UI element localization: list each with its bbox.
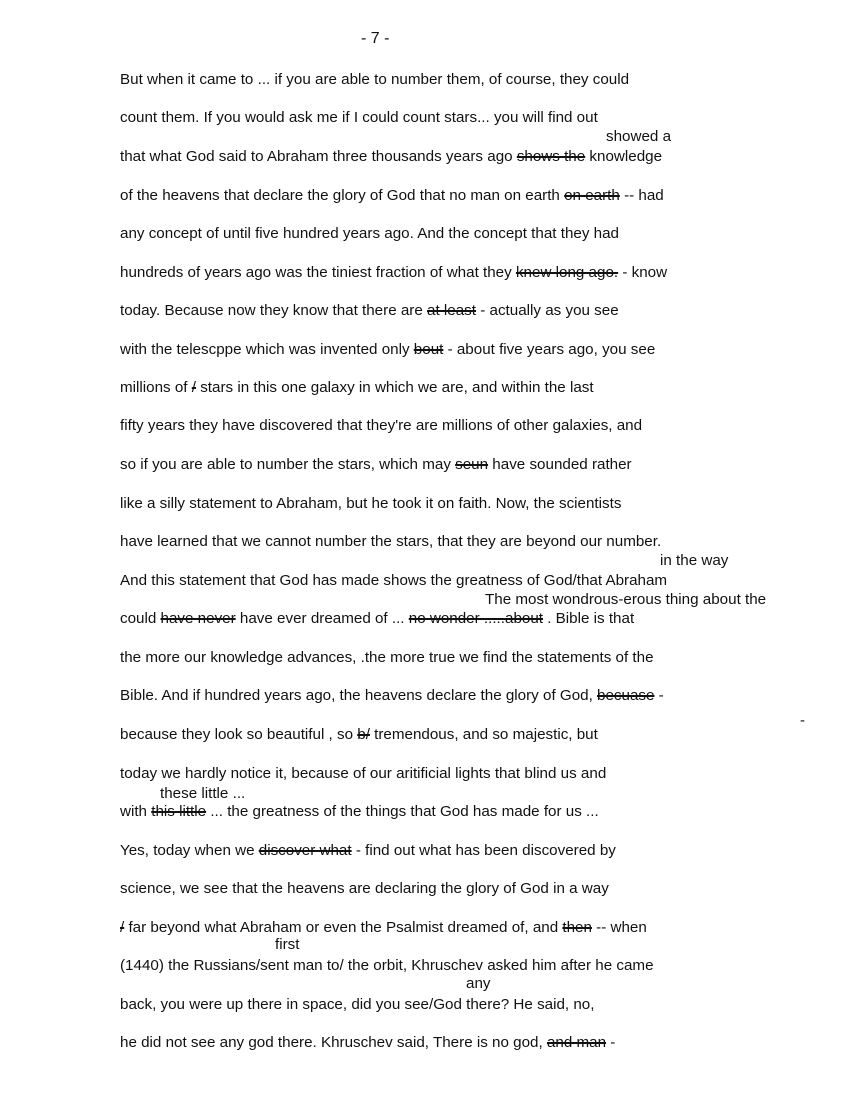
text-line bbox=[120, 573, 667, 588]
insertion-showed-a: showed a bbox=[606, 128, 672, 145]
text-line bbox=[120, 110, 598, 125]
insertion-any: any bbox=[466, 975, 491, 992]
struck-text: knew long ago. bbox=[515, 264, 619, 281]
line-text: of the heavens that declare the glory of God that no man on earth bbox=[120, 187, 565, 204]
line-text: science, we see that the heavens are declaring the glory of God in a way bbox=[120, 880, 609, 897]
line-text: fifty years they have discovered that they're are millions of other galaxies, and bbox=[120, 417, 643, 434]
text-line bbox=[120, 188, 664, 203]
line-text: could bbox=[120, 610, 161, 627]
text-line bbox=[120, 496, 621, 511]
struck-text: and man bbox=[546, 1034, 607, 1051]
line-text: today. Because now they know that there are bbox=[120, 302, 428, 319]
struck-text: seun bbox=[455, 456, 489, 473]
struck-text: on earth bbox=[564, 187, 620, 204]
line-text: (1440) bbox=[120, 957, 164, 974]
struck-text: shows the bbox=[516, 148, 586, 165]
text-line bbox=[120, 766, 606, 781]
insertion-first: first bbox=[275, 936, 300, 953]
text-line bbox=[120, 920, 647, 935]
line-text: -- when bbox=[591, 919, 647, 936]
line-text: And this statement that God has made shows the greatness of God/that Abraham bbox=[120, 572, 668, 589]
struck-text: / bbox=[120, 919, 125, 936]
struck-text: no wonder .....about bbox=[408, 610, 543, 627]
line-text: any concept of until five hundred years ago. And the concept that they had bbox=[120, 225, 619, 242]
text-line bbox=[120, 958, 654, 973]
line-text: . Bible is that bbox=[543, 610, 635, 627]
line-text: - about five years ago, you see bbox=[443, 341, 656, 358]
text-line bbox=[120, 303, 619, 318]
text-line bbox=[120, 149, 662, 164]
text-line bbox=[120, 380, 594, 395]
line-text: - bbox=[606, 1034, 616, 1051]
line-text: have ever dreamed of ... bbox=[235, 610, 409, 627]
line-text: have sounded rather bbox=[488, 456, 632, 473]
text-line bbox=[120, 688, 664, 703]
text-line bbox=[120, 1035, 615, 1050]
insertion-these-little: these little ... bbox=[160, 785, 246, 802]
margin-mark: - bbox=[800, 712, 805, 729]
text-line bbox=[120, 418, 642, 433]
struck-text: this little bbox=[151, 803, 207, 820]
text-line bbox=[120, 843, 616, 858]
text-line bbox=[120, 72, 629, 87]
line-text: stars in this one galaxy in which we are, and within the last bbox=[195, 379, 594, 396]
line-text: with bbox=[120, 803, 152, 820]
line-text: have learned that we cannot number the stars, that they are beyond our number. bbox=[120, 533, 662, 550]
line-text: - know bbox=[618, 264, 668, 281]
struck-text: bout bbox=[413, 341, 444, 358]
line-text: Bible. And if hundred years ago, the heavens declare the glory of God, bbox=[120, 687, 598, 704]
struck-text: have never bbox=[160, 610, 236, 627]
line-text: millions of bbox=[120, 379, 192, 396]
line-text: far beyond what Abraham or even the Psalmist dreamed of, and bbox=[124, 919, 563, 936]
page-number: - 7 - bbox=[361, 30, 390, 47]
struck-text: then bbox=[562, 919, 592, 936]
line-text: the Russians/sent man to/ the orbit, Khruschev asked him after he came bbox=[163, 957, 654, 974]
line-text: so if you are able to number the stars, which may bbox=[120, 456, 456, 473]
text-line bbox=[120, 534, 661, 549]
insertion-most-wondrous: The most wondrous-erous thing about the bbox=[485, 591, 767, 608]
line-text: count them. If you would ask me if I could count stars... you will find out bbox=[120, 109, 598, 126]
line-text: today we hardly notice it, because of our aritificial lights that blind us and bbox=[120, 765, 607, 782]
line-text: - actually as you see bbox=[476, 302, 619, 319]
text-line bbox=[120, 342, 655, 357]
text-line bbox=[120, 457, 632, 472]
text-line bbox=[120, 804, 599, 819]
text-line bbox=[120, 265, 667, 280]
text-line bbox=[120, 226, 619, 241]
text-line bbox=[120, 881, 609, 896]
text-line bbox=[120, 997, 594, 1012]
text-line bbox=[120, 650, 654, 665]
line-text: - bbox=[654, 687, 664, 704]
insertion-in-the-way: in the way bbox=[660, 552, 729, 569]
struck-text: discover what bbox=[258, 842, 352, 859]
line-text: tremendous, and so majestic, but bbox=[369, 726, 598, 743]
line-text: hundreds of years ago was the tiniest fraction of what they bbox=[120, 264, 516, 281]
line-text: he did not see any god there. Khruschev said, There is no god, bbox=[120, 1034, 547, 1051]
line-text: - find out what has been discovered by bbox=[351, 842, 616, 859]
line-text: like a silly statement to Abraham, but he took it on faith. Now, the scientists bbox=[120, 495, 622, 512]
line-text: But when it came to ... if you are able to number them, of course, they could bbox=[120, 71, 630, 88]
line-text: knowledge bbox=[585, 148, 663, 165]
text-line bbox=[120, 727, 598, 742]
struck-text: at least bbox=[427, 302, 476, 319]
line-text: with the telescppe which was invented only bbox=[120, 341, 414, 358]
struck-text: / bbox=[191, 379, 196, 396]
line-text: Yes, today when we bbox=[120, 842, 259, 859]
struck-text: becuase bbox=[597, 687, 655, 704]
line-text: ... the greatness of the things that God has made for us ... bbox=[206, 803, 599, 820]
line-text: the more our knowledge advances, .the more true we find the statements of the bbox=[120, 649, 654, 666]
struck-text: b/ bbox=[357, 726, 370, 743]
text-line bbox=[120, 611, 634, 626]
line-text: -- had bbox=[619, 187, 664, 204]
line-text: that what God said to Abraham three thousands years ago bbox=[120, 148, 517, 165]
line-text: because they look so beautiful , so bbox=[120, 726, 358, 743]
line-text: back, you were up there in space, did you see/God there? He said, no, bbox=[120, 996, 595, 1013]
